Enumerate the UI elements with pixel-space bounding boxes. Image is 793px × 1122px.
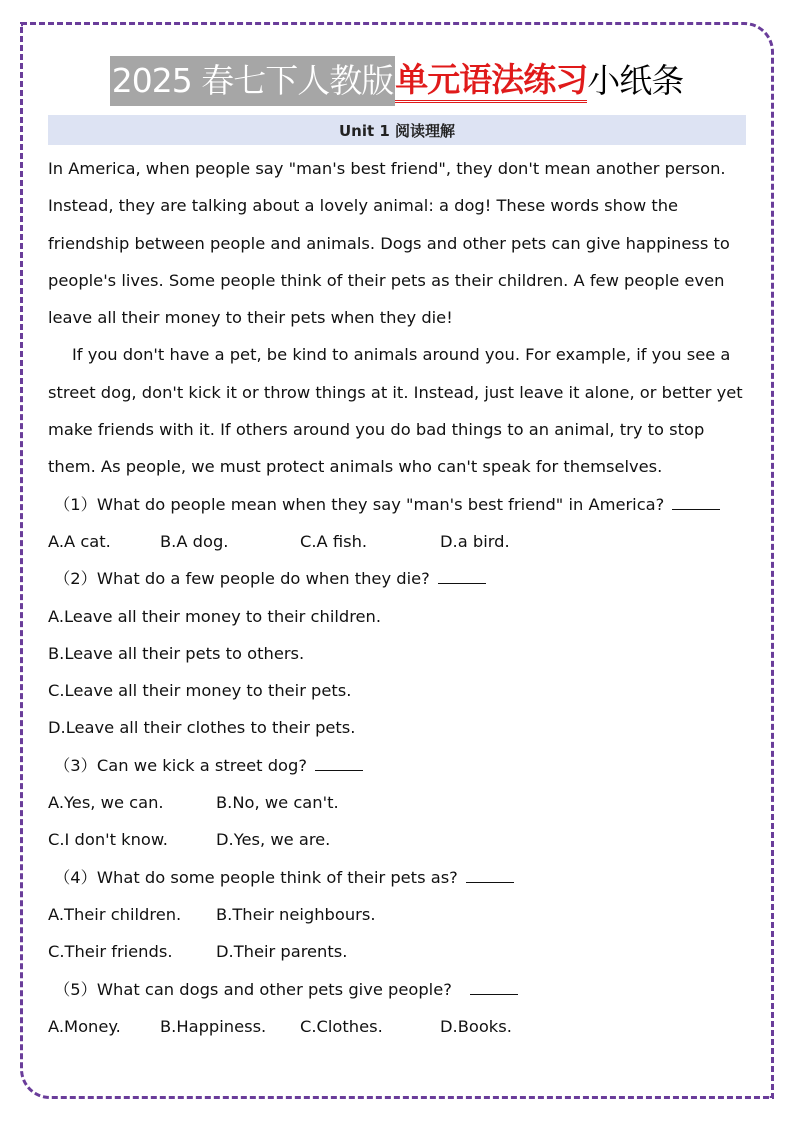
reading-content bbox=[48, 150, 752, 1045]
option-c: C.Clothes. bbox=[300, 1016, 383, 1036]
title-suffix: 小纸条 bbox=[587, 61, 684, 100]
title-highlight-red: 单元语法练习 bbox=[395, 60, 587, 103]
title-highlight-gray: 2025 春七下人教版 bbox=[110, 56, 395, 106]
question-text: （2）What do a few people do when they die? bbox=[54, 569, 430, 589]
page-title bbox=[0, 56, 793, 106]
passage-line: friendship between people and animals. Dogs and other pets can give happiness to bbox=[48, 233, 730, 253]
option-d: D.Leave all their clothes to their pets. bbox=[48, 718, 356, 738]
option-b: B.Happiness. bbox=[160, 1016, 267, 1036]
options-row bbox=[48, 1008, 752, 1045]
passage-line: leave all their money to their pets when they die! bbox=[48, 308, 453, 328]
option-b: B.Their neighbours. bbox=[216, 904, 376, 924]
question-1 bbox=[48, 486, 752, 523]
answer-blank[interactable] bbox=[438, 583, 486, 584]
options-row bbox=[48, 821, 752, 858]
answer-blank[interactable] bbox=[672, 509, 720, 510]
option-d: D.a bird. bbox=[440, 531, 510, 551]
passage-line: street dog, don't kick it or throw things at it. Instead, just leave it alone, or better yet bbox=[48, 382, 743, 402]
question-text: （3）Can we kick a street dog? bbox=[54, 755, 307, 775]
passage-line: them. As people, we must protect animals who can't speak for themselves. bbox=[48, 457, 663, 477]
options-row bbox=[48, 523, 752, 560]
section-title: Unit 1 阅读理解 bbox=[338, 121, 456, 140]
passage-line: people's lives. Some people think of their pets as their children. A few people even bbox=[48, 270, 725, 290]
question-3 bbox=[48, 747, 752, 784]
option-c: C.Leave all their money to their pets. bbox=[48, 681, 352, 701]
option-a: A.A cat. bbox=[48, 531, 111, 551]
passage-line: If you don't have a pet, be kind to animals around you. For example, if you see a bbox=[72, 345, 731, 365]
option-b: B.Leave all their pets to others. bbox=[48, 643, 305, 663]
passage-line: Instead, they are talking about a lovely animal: a dog! These words show the bbox=[48, 196, 679, 216]
passage-line: make friends with it. If others around you do bad things to an animal, try to stop bbox=[48, 420, 705, 440]
question-text: （5）What can dogs and other pets give people? bbox=[54, 979, 452, 999]
option-d: D.Books. bbox=[440, 1016, 512, 1036]
answer-blank[interactable] bbox=[315, 770, 363, 771]
question-text: （4）What do some people think of their pets as? bbox=[54, 867, 458, 887]
question-text: （1）What do people mean when they say "man's best friend" in America? bbox=[54, 494, 665, 514]
option-d: D.Their parents. bbox=[216, 942, 348, 962]
option-a: A.Yes, we can. bbox=[48, 793, 164, 813]
option-a: A.Leave all their money to their children. bbox=[48, 606, 382, 626]
option-b: B.A dog. bbox=[160, 531, 229, 551]
question-2 bbox=[48, 560, 752, 597]
option-d: D.Yes, we are. bbox=[216, 830, 331, 850]
question-4 bbox=[48, 859, 752, 896]
options-row bbox=[48, 896, 752, 933]
answer-blank[interactable] bbox=[470, 994, 518, 995]
option-b: B.No, we can't. bbox=[216, 793, 339, 813]
options-row bbox=[48, 933, 752, 970]
option-c: C.Their friends. bbox=[48, 942, 173, 962]
option-a: A.Their children. bbox=[48, 904, 182, 924]
option-c: C.A fish. bbox=[300, 531, 368, 551]
options-row bbox=[48, 784, 752, 821]
passage-line: In America, when people say "man's best friend", they don't mean another person. bbox=[48, 159, 726, 178]
answer-blank[interactable] bbox=[466, 882, 514, 883]
section-header bbox=[48, 115, 746, 145]
option-a: A.Money. bbox=[48, 1016, 121, 1036]
option-c: C.I don't know. bbox=[48, 830, 168, 850]
question-5 bbox=[48, 971, 752, 1008]
